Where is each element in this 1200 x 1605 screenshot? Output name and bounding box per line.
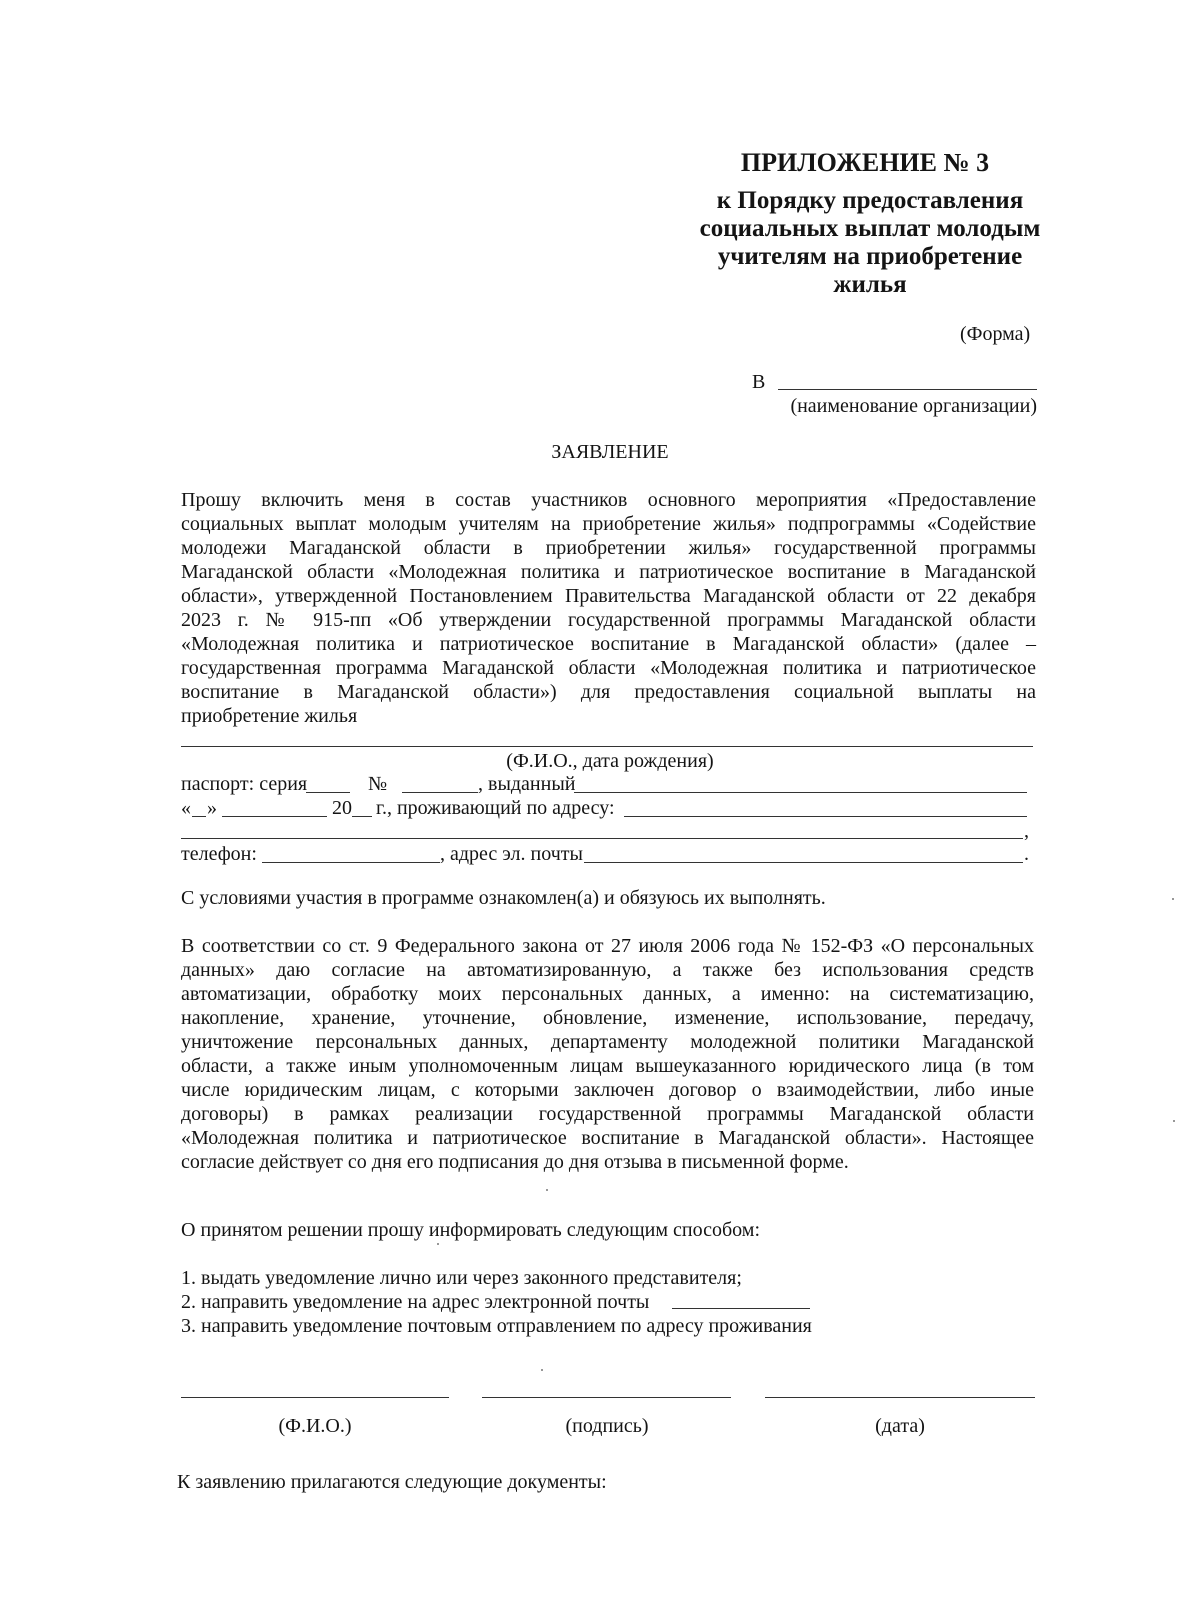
consent-line-last: согласие действует со дня его подписания до дня отзыва в письменной форме. bbox=[181, 1151, 849, 1173]
consent-line: В соответствии со ст. 9 Федерального закона от 27 июля 2006 года № 152-ФЗ «О персональных bbox=[181, 935, 1034, 957]
passport-series-field[interactable] bbox=[306, 792, 350, 793]
addressee-line[interactable] bbox=[778, 389, 1037, 390]
signature-sign-caption: (подпись) bbox=[565, 1415, 649, 1437]
request-line: воспитание в Магаданской области») для предоставления социальной выплаты на bbox=[181, 681, 1036, 703]
consent-line: области, а также иным уполномоченным лицам вышеуказанного юридического лица (в том bbox=[181, 1055, 1034, 1077]
appendix-subtitle-line: учителям на приобретение bbox=[717, 243, 1023, 270]
residing-label: г., проживающий по адресу: bbox=[376, 797, 615, 819]
scan-speck bbox=[1173, 1120, 1175, 1122]
appendix-subtitle-line: жилья bbox=[833, 271, 907, 298]
date-close-quote: » bbox=[207, 797, 217, 819]
agreement-statement: С условиями участия в программе ознакомлен(а) и обязуюсь их выполнять. bbox=[181, 887, 826, 909]
passport-issued-label: , выданный bbox=[478, 773, 576, 795]
request-line: социальных выплат молодым учителям на приобретение жилья» подпрограммы «Содействие bbox=[181, 513, 1036, 535]
addressee-prefix: В bbox=[752, 371, 766, 393]
fio-caption: (Ф.И.О., дата рождения) bbox=[506, 750, 714, 772]
consent-line: уничтожение персональных данных, департаменту молодежной политики Магаданской bbox=[181, 1031, 1034, 1053]
notification-intro: О принятом решении прошу информировать следующим способом: bbox=[181, 1219, 761, 1241]
signature-date-field[interactable] bbox=[765, 1397, 1035, 1398]
appendix-subtitle-line: социальных выплат молодым bbox=[699, 215, 1041, 242]
issue-year-field[interactable] bbox=[352, 816, 372, 817]
issue-month-field[interactable] bbox=[222, 816, 327, 817]
request-line: 2023 г. № 915-пп «Об утверждении государственной программы Магаданской области bbox=[181, 609, 1036, 631]
year-prefix: 20 bbox=[332, 797, 352, 819]
scan-speck bbox=[437, 1243, 439, 1245]
notification-option[interactable]: 1. выдать уведомление лично или через законного представителя; bbox=[181, 1267, 742, 1289]
passport-issued-field[interactable] bbox=[574, 792, 1027, 793]
request-line-last: приобретение жилья bbox=[181, 705, 358, 727]
request-line: молодежи Магаданской области в приобретении жилья» государственной программы bbox=[181, 537, 1036, 559]
request-line: Прошу включить меня в состав участников основного мероприятия «Предоставление bbox=[181, 489, 1036, 511]
consent-line: договоры) в рамках реализации государственной программы Магаданской области bbox=[181, 1103, 1034, 1125]
request-line: Магаданской области «Молодежная политика и патриотическое воспитание в Магаданской bbox=[181, 561, 1036, 583]
passport-number-label: № bbox=[368, 773, 388, 795]
address-comma: , bbox=[1024, 820, 1029, 842]
appendix-title: ПРИЛОЖЕНИЕ № 3 bbox=[740, 148, 990, 177]
scan-speck bbox=[1172, 898, 1174, 900]
email-label: , адрес эл. почты bbox=[440, 843, 583, 865]
scan-speck bbox=[541, 1369, 543, 1371]
consent-line: числе юридическим лицам, с которыми заключен договор о взаимодействии, либо иные bbox=[181, 1079, 1034, 1101]
signature-sign-field[interactable] bbox=[482, 1397, 731, 1398]
document-title: ЗАЯВЛЕНИЕ bbox=[551, 441, 669, 463]
signature-fio-caption: (Ф.И.О.) bbox=[278, 1415, 352, 1437]
notification-option[interactable]: 3. направить уведомление почтовым отправлением по адресу проживания bbox=[181, 1315, 812, 1337]
consent-line: «Молодежная политика и патриотическое воспитание в Магаданской области». Настоящее bbox=[181, 1127, 1034, 1149]
request-line: государственная программа Магаданской области «Молодежная политика и патриотическое bbox=[181, 657, 1036, 679]
appendix-subtitle-line: к Порядку предоставления bbox=[716, 187, 1024, 214]
passport-series-label: паспорт: серия bbox=[181, 773, 308, 795]
phone-field[interactable] bbox=[262, 862, 440, 863]
email-period: . bbox=[1024, 843, 1029, 865]
email-field[interactable] bbox=[584, 862, 1023, 863]
consent-line: накопление, хранение, уточнение, обновление, изменение, использование, передачу, bbox=[181, 1007, 1034, 1029]
request-line: области», утвержденной Постановлением Правительства Магаданской области от 22 декабря bbox=[181, 585, 1036, 607]
signature-date-caption: (дата) bbox=[875, 1415, 925, 1437]
addressee-caption: (наименование организации) bbox=[790, 395, 1037, 417]
request-line: «Молодежная политика и патриотическое воспитание в Магаданской области» (далее – bbox=[181, 633, 1036, 655]
consent-line: данных» даю согласие на автоматизированную, а также без использования средств bbox=[181, 959, 1034, 981]
date-open-quote: « bbox=[181, 797, 191, 819]
notification-option[interactable]: 2. направить уведомление на адрес электронной почты bbox=[181, 1291, 650, 1313]
address-field[interactable] bbox=[624, 816, 1027, 817]
address-continuation-field[interactable] bbox=[181, 838, 1023, 839]
form-label: (Форма) bbox=[960, 323, 1031, 345]
issue-day-field[interactable] bbox=[192, 816, 206, 817]
attachments-intro: К заявлению прилагаются следующие документы: bbox=[177, 1471, 607, 1493]
passport-number-field[interactable] bbox=[402, 792, 478, 793]
signature-fio-field[interactable] bbox=[181, 1397, 449, 1398]
consent-line: автоматизации, обработку моих персональных данных, а именно: на систематизацию, bbox=[181, 983, 1034, 1005]
scan-speck bbox=[546, 1189, 548, 1191]
fio-input-line[interactable] bbox=[181, 746, 1033, 747]
notification-email-field[interactable] bbox=[672, 1308, 810, 1309]
phone-label: телефон: bbox=[181, 843, 257, 865]
